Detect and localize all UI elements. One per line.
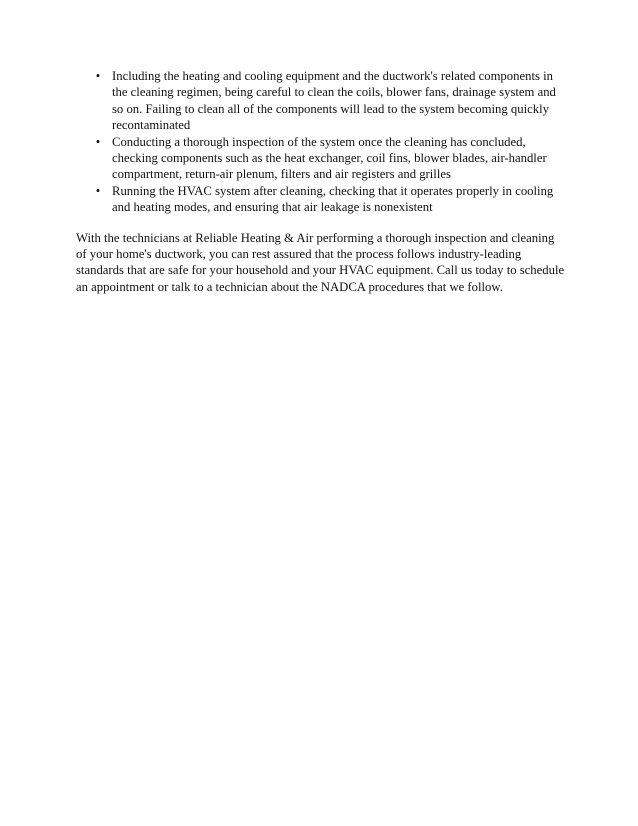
bullet-text: Conducting a thorough inspection of the system once the cleaning has concluded, checking components such as the heat exchanger, coil fins, blower blades, air-handler compartment, return-air plenum, filters and air registers and grilles	[112, 134, 547, 182]
body-paragraph: With the technicians at Reliable Heating & Air performing a thorough inspection and cleaning of your home's ductwork, you can rest assured that the process follows industry-leading standards that are safe for your household and your HVAC equipment. Call us today to schedule an appointment or talk to a technician about the NADCA procedures that we follow.	[76, 230, 565, 294]
bullet-list	[76, 68, 566, 216]
bullet-icon: •	[95, 183, 101, 198]
bullet-text: Running the HVAC system after cleaning, checking that it operates properly in cooling and heating modes, and ensuring that air leakage is nonexistent	[112, 183, 554, 215]
bullet-icon: •	[95, 134, 101, 149]
bullet-item	[76, 183, 566, 216]
document-body	[76, 68, 566, 295]
bullet-item	[76, 68, 566, 134]
bullet-icon: •	[95, 69, 101, 83]
bullet-text: Including the heating and cooling equipment and the ductwork's related components in the cleaning regimen, being careful to clean the coils, blower fans, drainage system and so on. Failing to clean all of the components will lead to the system becoming quickly recontaminated	[112, 69, 556, 133]
bullet-item	[76, 134, 566, 183]
